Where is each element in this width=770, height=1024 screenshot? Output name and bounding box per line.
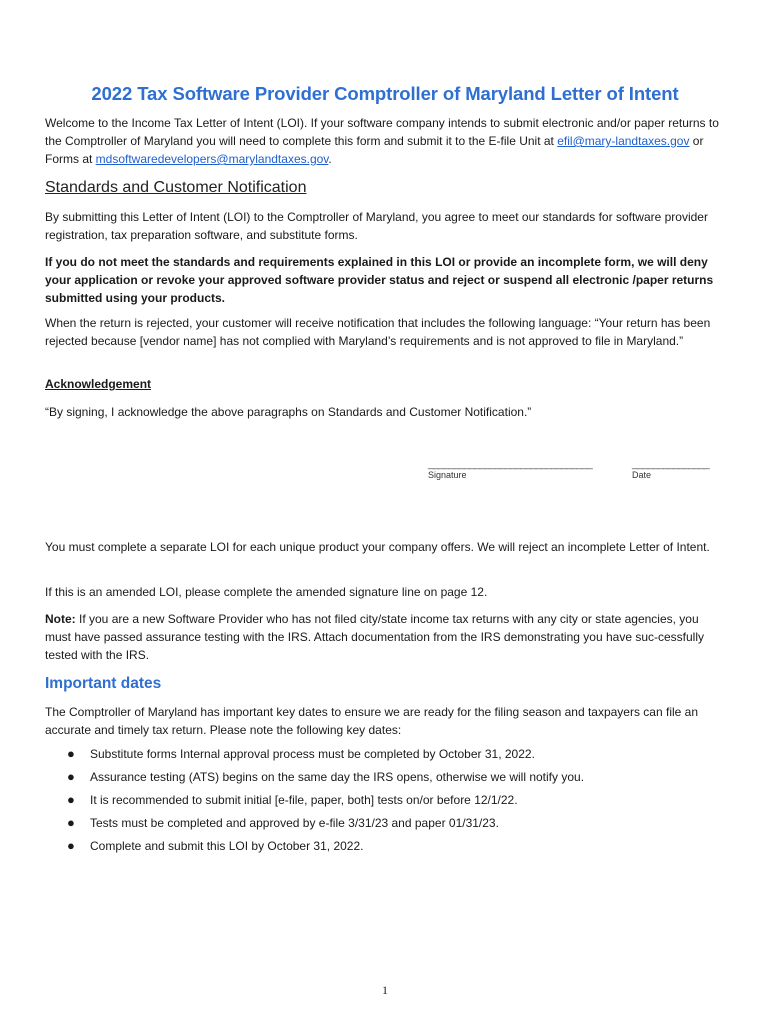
list-item	[45, 791, 725, 814]
intro-paragraph	[45, 114, 725, 168]
list-item	[45, 814, 725, 837]
list-item-text: Complete and submit this LOI by October 31, 2022.	[90, 839, 364, 853]
list-item-text: Tests must be completed and approved by e-file 3/31/23 and paper 01/31/23.	[90, 816, 499, 830]
list-item	[45, 837, 725, 860]
efile-email-link[interactable]: efil@mary-landtaxes.gov	[557, 134, 690, 148]
bullet-icon: ●	[67, 815, 75, 830]
bullet-icon: ●	[67, 792, 75, 807]
rejection-paragraph: When the return is rejected, your customer will receive notification that includes the following language: “Your return has been rejected because [vendor name] has not complied with Maryland’s requirements and is not approved to file in Maryland.”	[45, 316, 711, 348]
standards-heading	[45, 179, 306, 197]
acknowledgement-heading: Acknowledgement	[45, 377, 152, 391]
important-dates-intro: The Comptroller of Maryland has important key dates to ensure we are ready for the filing season and taxpayers can file an accurate and timely tax return. Please note the following key dates:	[45, 705, 699, 737]
list-item-text: It is recommended to submit initial [e-file, paper, both] tests on/or before 12/1/22.	[90, 793, 518, 807]
forms-email-link[interactable]: mdsoftwaredevelopers@marylandtaxes.gov	[95, 152, 329, 166]
deny-warning-paragraph: If you do not meet the standards and requirements explained in this LOI or provide an incomplete form, we will deny your application or revoke your approved software provider status and reject or suspend all electronic /paper returns submitted using your products.	[45, 255, 714, 305]
standards-heading-text: Standards and Customer Notification	[45, 179, 307, 196]
intro-text-1: Welcome to the Income Tax Letter of Intent (LOI). If your software company intends to submit electronic and/or paper returns to the Comptroller of Maryland you will need to complete this form and submit it to the E-file Unit at	[45, 116, 719, 148]
important-dates-list	[45, 745, 725, 860]
intro-text-3: .	[328, 152, 332, 166]
separate-loi-paragraph: You must complete a separate LOI for each unique product your company offers. We will reject an incomplete Letter of Intent.	[45, 540, 710, 554]
bullet-icon: ●	[67, 769, 75, 784]
note-label: Note:	[45, 612, 76, 626]
signature-label: Signature	[428, 470, 467, 480]
bullet-icon: ●	[67, 838, 75, 853]
page-title: 2022 Tax Software Provider Comptroller of Maryland Letter of Intent	[91, 83, 679, 104]
list-item-text: Assurance testing (ATS) begins on the same day the IRS opens, otherwise we will notify you.	[90, 770, 585, 784]
page-number: 1	[382, 983, 388, 997]
note-text: If you are a new Software Provider who has not filed city/state income tax returns with any city or state agencies, you must have passed assurance testing with the IRS. Attach documentation from the IRS demonstrating you have suc-cessfully tested with the IRS.	[45, 612, 705, 662]
intro-text-2: or Forms at	[45, 134, 704, 166]
list-item	[45, 745, 725, 768]
acknowledgement-text: “By signing, I acknowledge the above paragraphs on Standards and Customer Notification.”	[45, 405, 532, 419]
amended-loi-paragraph: If this is an amended LOI, please complete the amended signature line on page 12.	[45, 585, 488, 599]
list-item-text: Substitute forms Internal approval process must be completed by October 31, 2022.	[90, 747, 535, 761]
signature-line[interactable]: ________________________________	[428, 458, 592, 470]
standards-paragraph: By submitting this Letter of Intent (LOI) to the Comptroller of Maryland, you agree to meet our standards for software provider registration, tax preparation software, and substitute forms.	[45, 210, 708, 242]
note-paragraph	[45, 610, 725, 664]
important-dates-heading: Important dates	[45, 675, 162, 692]
date-label: Date	[632, 470, 652, 480]
bullet-icon: ●	[67, 746, 75, 761]
date-line[interactable]: _______________	[632, 458, 709, 470]
list-item	[45, 768, 725, 791]
